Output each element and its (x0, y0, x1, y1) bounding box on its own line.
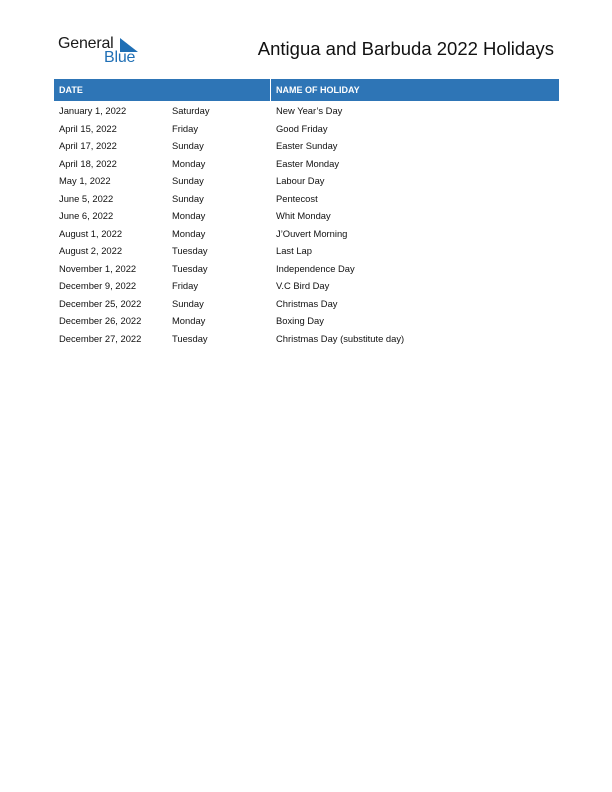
holiday-date: August 1, 2022 (59, 227, 123, 239)
holiday-weekday: Saturday (172, 105, 210, 116)
table-body (54, 102, 559, 347)
table-row (54, 295, 559, 313)
holiday-weekday: Monday (172, 157, 206, 169)
holiday-weekday: Sunday (172, 297, 204, 309)
table-row (54, 330, 559, 348)
holiday-name: Christmas Day (276, 297, 338, 309)
table-row (54, 260, 559, 278)
page-title: Antigua and Barbuda 2022 Holidays (257, 38, 554, 59)
holiday-name: New Year’s Day (276, 105, 343, 116)
holiday-date: August 2, 2022 (59, 245, 123, 256)
holiday-weekday: Monday (172, 315, 206, 326)
table-row (54, 120, 559, 138)
holiday-name: V.C Bird Day (276, 280, 330, 291)
holiday-date: December 9, 2022 (59, 280, 137, 291)
holiday-date: January 1, 2022 (59, 105, 127, 116)
logo-text-blue: Blue (104, 49, 136, 66)
table-row (54, 155, 559, 173)
holiday-name: Easter Sunday (276, 140, 338, 151)
holiday-date: April 17, 2022 (59, 140, 117, 151)
table-row (54, 137, 559, 155)
holiday-date: May 1, 2022 (59, 175, 111, 186)
holiday-table (54, 79, 559, 347)
holiday-date: November 1, 2022 (59, 262, 137, 274)
table-row (54, 312, 559, 330)
holiday-date: December 25, 2022 (59, 297, 142, 309)
table-row (54, 207, 559, 225)
table-header (54, 79, 559, 101)
holiday-name: Boxing Day (276, 315, 324, 326)
holiday-date: June 6, 2022 (59, 210, 114, 221)
holiday-date: December 27, 2022 (59, 332, 142, 344)
holiday-date: June 5, 2022 (59, 192, 114, 204)
holiday-date: April 18, 2022 (59, 157, 117, 169)
table-row (54, 172, 559, 190)
holiday-weekday: Tuesday (172, 262, 208, 274)
holiday-name: Christmas Day (substitute day) (276, 332, 405, 344)
table-row (54, 225, 559, 243)
holiday-name: Easter Monday (276, 157, 340, 169)
holiday-name: Last Lap (276, 245, 312, 256)
holiday-weekday: Monday (172, 210, 206, 221)
holiday-weekday: Friday (172, 280, 199, 291)
holiday-date: April 15, 2022 (59, 122, 117, 134)
table-row (54, 190, 559, 208)
holiday-date: December 26, 2022 (59, 315, 142, 326)
table-row (54, 277, 559, 295)
logo-text-general: General (58, 35, 114, 52)
holiday-name: Labour Day (276, 175, 325, 186)
holiday-weekday: Sunday (172, 175, 204, 186)
holiday-weekday: Sunday (172, 140, 204, 151)
holiday-name: Independence Day (276, 262, 355, 274)
holiday-weekday: Tuesday (172, 245, 208, 256)
holiday-name: Whit Monday (276, 210, 331, 221)
table-row (54, 102, 559, 120)
header-holiday-name: NAME OF HOLIDAY (271, 79, 559, 101)
generalblue-logo (58, 35, 148, 69)
holiday-name: J’Ouvert Morning (276, 227, 348, 239)
holiday-weekday: Tuesday (172, 332, 208, 344)
holiday-name: Pentecost (276, 192, 318, 204)
holiday-weekday: Sunday (172, 192, 204, 204)
holiday-name: Good Friday (276, 122, 328, 134)
holiday-weekday: Monday (172, 227, 206, 239)
table-row (54, 242, 559, 260)
header-date: DATE (54, 79, 270, 101)
holiday-weekday: Friday (172, 122, 199, 134)
